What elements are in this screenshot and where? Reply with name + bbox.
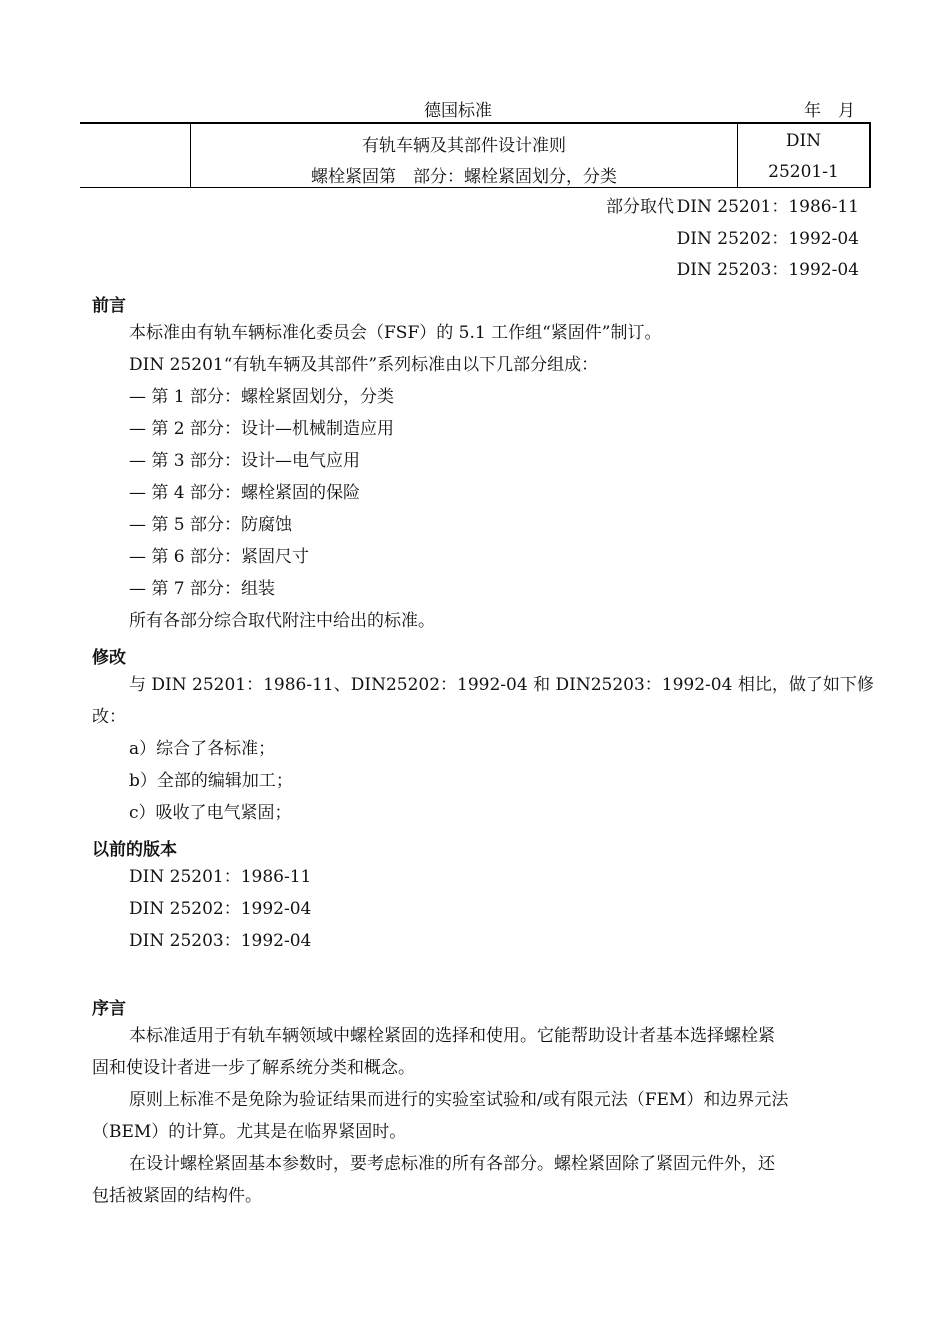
standard-label: 德国标准 <box>424 101 492 121</box>
previous-editions-heading: 以前的版本 <box>92 840 177 860</box>
standard-code-line-1: DIN <box>785 131 822 151</box>
preface-text: 原则上标准不是免除为验证结果而进行的实验室试验和/或有限元法（FEM）和边界元法 <box>129 1090 789 1110</box>
replaces-prefix: 部分取代 <box>606 197 674 217</box>
changes-intro: 改： <box>92 707 126 727</box>
preface-text: 在设计螺栓紧固基本参数时，要考虑标准的所有各部分。螺栓紧固除了紧固元件外，还 <box>129 1154 775 1174</box>
part-list-item: — 第 6 部分：紧固尺寸 <box>129 547 310 567</box>
preface-text: 本标准适用于有轨车辆领域中螺栓紧固的选择和使用。它能帮助设计者基本选择螺栓紧 <box>129 1026 775 1046</box>
previous-edition-item: DIN 25203：1992-04 <box>129 931 312 951</box>
changes-heading: 修改 <box>92 648 126 668</box>
replaces-item: DIN 25203：1992-04 <box>676 260 859 280</box>
changes-intro: 与 DIN 25201：1986-11、DIN25202：1992-04 和 DIN25203：1992-04 相比，做了如下修 <box>129 675 874 695</box>
header-table-bottom-border <box>80 187 871 188</box>
previous-edition-item: DIN 25202：1992-04 <box>129 899 312 919</box>
preface-text: 包括被紧固的结构件。 <box>92 1186 262 1206</box>
part-list-item: — 第 2 部分：设计—机械制造应用 <box>129 419 395 439</box>
part-list-item: — 第 7 部分：组装 <box>129 579 276 599</box>
preface-text: 固和使设计者进一步了解系统分类和概念。 <box>92 1058 415 1078</box>
part-list-item: — 第 5 部分：防腐蚀 <box>129 515 293 535</box>
standard-code-line-2: 25201-1 <box>768 162 839 182</box>
part-list-item: — 第 3 部分：设计—电气应用 <box>129 451 361 471</box>
preface-heading: 序言 <box>92 999 126 1019</box>
title-line-2: 螺栓紧固第 部分：螺栓紧固划分，分类 <box>311 167 617 187</box>
change-item: a）综合了各标准； <box>129 739 276 759</box>
header-table-right-border <box>869 122 871 188</box>
preface-text: （BEM）的计算。尤其是在临界紧固时。 <box>92 1122 407 1142</box>
previous-edition-item: DIN 25201：1986-11 <box>129 867 312 887</box>
replaces-item: DIN 25201：1986-11 <box>676 197 859 217</box>
header-table-top-border <box>80 122 871 124</box>
title-line-1: 有轨车辆及其部件设计准则 <box>362 136 566 156</box>
change-item: c）吸收了电气紧固； <box>129 803 292 823</box>
foreword-heading: 前言 <box>92 296 126 316</box>
part-list-item: — 第 1 部分：螺栓紧固划分，分类 <box>129 387 395 407</box>
change-item: b）全部的编辑加工； <box>129 771 293 791</box>
foreword-paragraph: 所有各部分综合取代附注中给出的标准。 <box>129 611 435 631</box>
foreword-paragraph: DIN 25201“有轨车辆及其部件”系列标准由以下几部分组成： <box>129 355 599 375</box>
date-label: 年 月 <box>804 101 855 121</box>
part-list-item: — 第 4 部分：螺栓紧固的保险 <box>129 483 361 503</box>
foreword-paragraph: 本标准由有轨车辆标准化委员会（FSF）的 5.1 工作组“紧固件”制订。 <box>129 323 662 343</box>
replaces-item: DIN 25202：1992-04 <box>676 229 859 249</box>
